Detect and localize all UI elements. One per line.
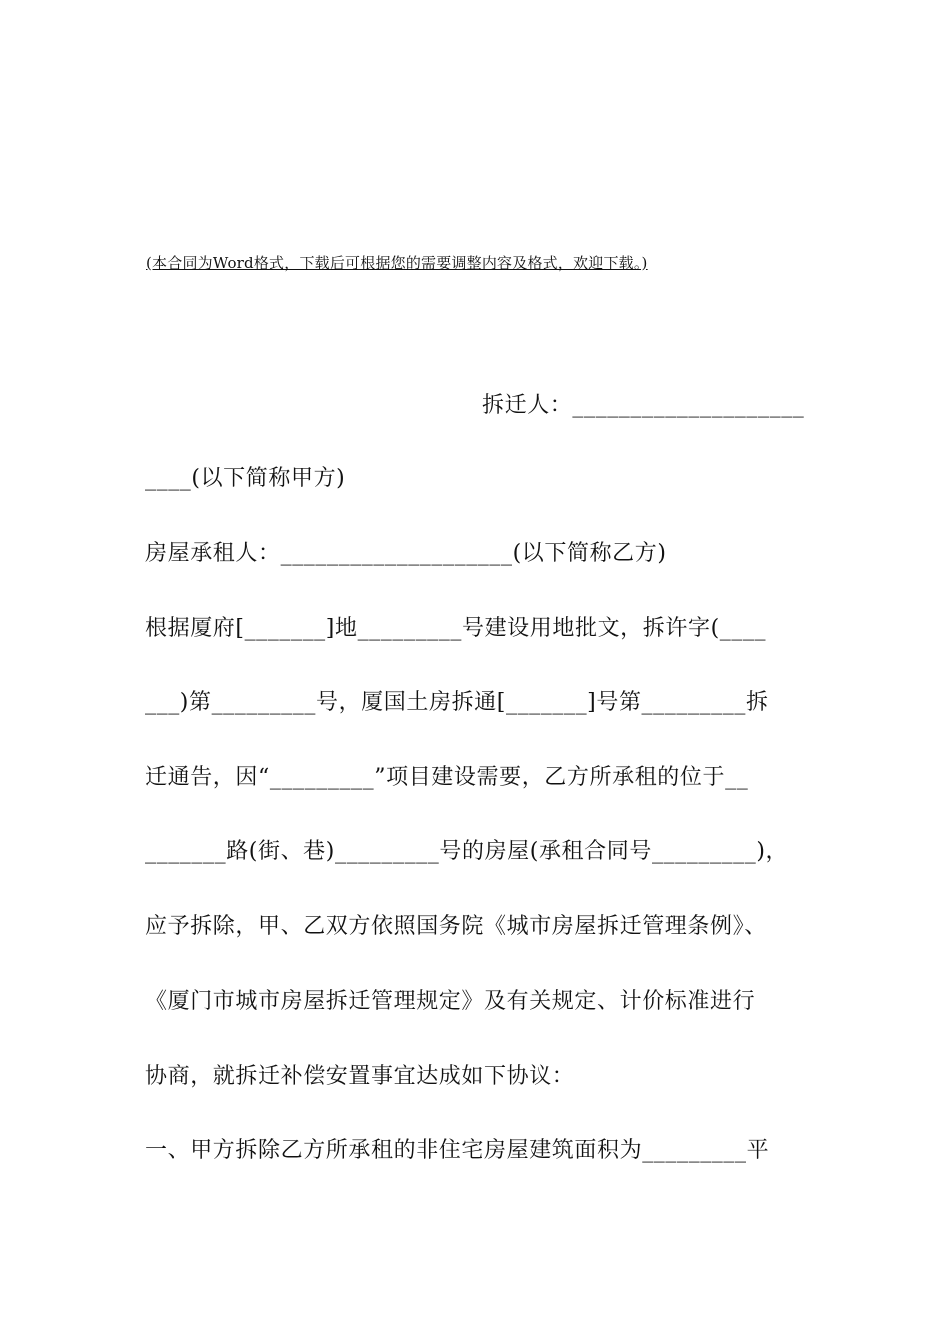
body-text-line: 应予拆除，甲、乙双方依照国务院《城市房屋拆迁管理条例》、 <box>145 914 767 939</box>
body-text-line: 迁通告，因“_________”项目建设需要，乙方所承租的位于__ <box>145 765 749 790</box>
body-text-line: 《厦门市城市房屋拆迁管理规定》及有关规定、计价标准进行 <box>145 989 756 1014</box>
clause-one-line: 一、甲方拆除乙方所承租的非住宅房屋建筑面积为_________平 <box>145 1138 770 1163</box>
body-text-line: _______路(街、巷)_________号的房屋(承租合同号_________)， <box>145 839 789 864</box>
party-a-line: ____(以下简称甲方) <box>145 466 346 491</box>
demolisher-line: 拆迁人：____________________ <box>482 393 805 418</box>
body-text-line: ___)第_________号，厦国土房拆通[_______]号第_________拆 <box>145 690 769 715</box>
body-text-line: 协商，就拆迁补偿安置事宜达成如下协议： <box>145 1064 575 1089</box>
body-text-line: 根据厦府[_______]地_________号建设用地批文，拆许字(____ <box>145 616 767 641</box>
format-notice: (本合同为Word格式，下载后可根据您的需要调整内容及格式，欢迎下载。) <box>146 254 648 272</box>
tenant-line: 房屋承租人：____________________(以下简称乙方) <box>145 541 667 566</box>
